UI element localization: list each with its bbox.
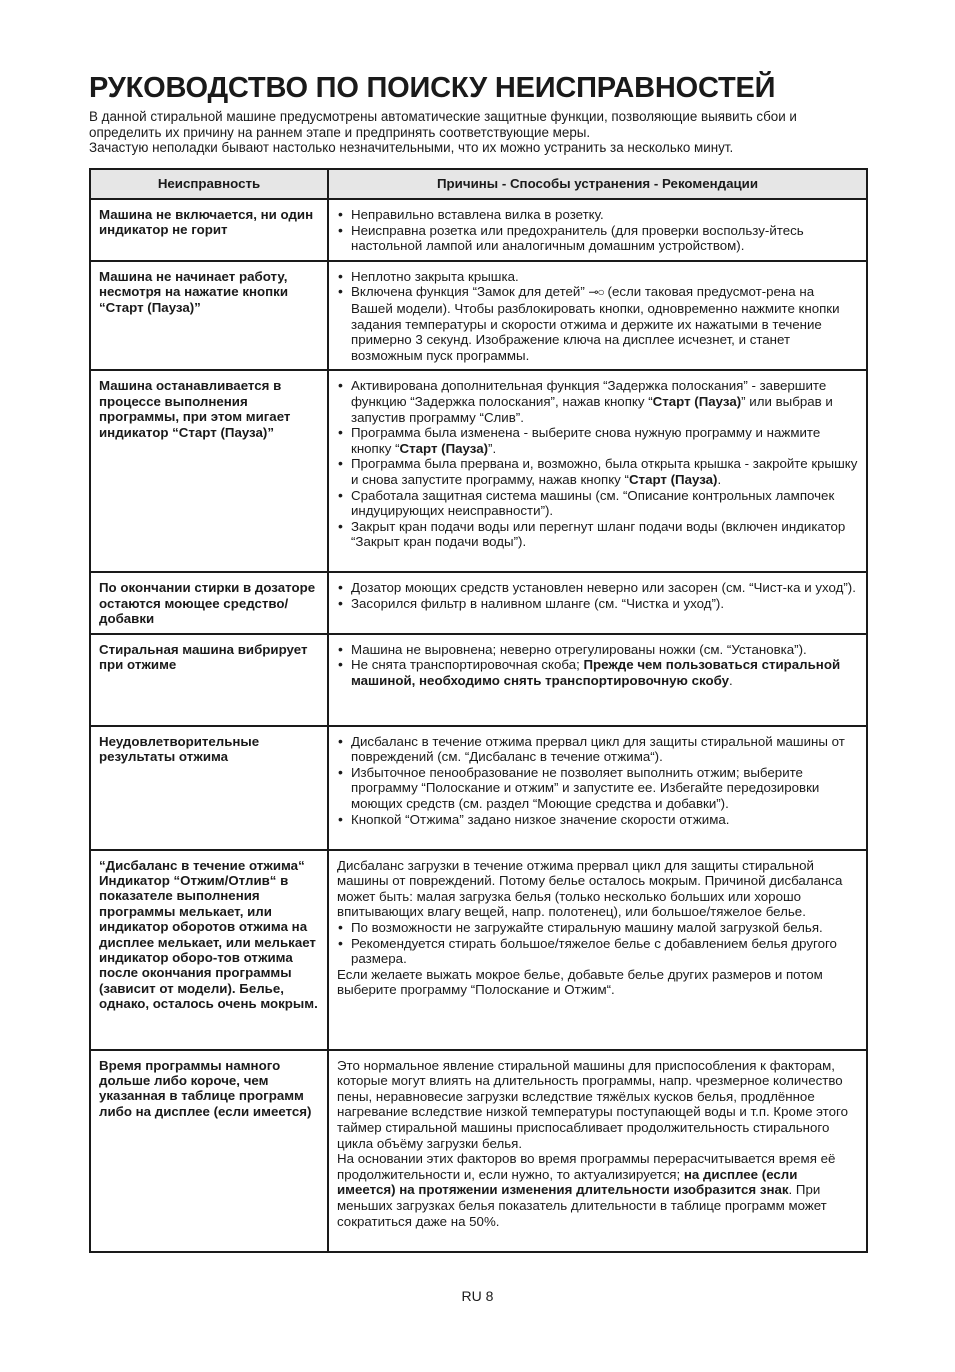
list-item-text: ”.	[488, 440, 497, 456]
cause-text: . При меньших загрузках белья показатель длительности в таблице программ может сократиться даже на 50%.	[337, 1182, 827, 1229]
list-item-text: .	[717, 471, 722, 487]
fault-cell: По окончании стирки в дозаторе остаются моющее средство/ добавки	[90, 572, 328, 633]
troubleshooting-table	[89, 168, 868, 1253]
start-pause-label: Старт (Пауза)	[652, 393, 742, 409]
warning-text: Прежде чем пользоваться стиральной машиной, необходимо снять транспортировочную скобу	[351, 657, 841, 688]
list-item: • Дисбаланс в течение отжима прервал цикл для защиты стиральной машины от повреждений (см. “Дисбаланс в течение отжима“).	[337, 734, 858, 765]
cause-cell	[328, 726, 867, 850]
list-item-text: .	[729, 672, 733, 688]
cause-cell	[328, 572, 867, 633]
list-item-text: Активирована дополнительная функция “Задержка полоскания” - завершите функцию “Задержка полоскания”, нажав кнопку “	[351, 378, 827, 409]
cause-cell	[328, 370, 867, 572]
table-row	[90, 634, 867, 726]
list-item-text: Включена функция “Замок для детей”	[351, 284, 585, 300]
list-item: • Закрыт кран подачи воды или перегнут шланг подачи воды (включен индикатор “Закрыт кран подачи воды”).	[337, 519, 858, 550]
table-row	[90, 261, 867, 371]
list-item: • Сработала защитная система машины (см. “Описание контрольных лампочек индуцирующих неисправности”).	[337, 488, 858, 519]
cause-paragraph	[337, 1151, 858, 1229]
start-pause-label: Старт (Пауза)	[628, 471, 718, 487]
cause-paragraph: Если желаете выжать мокрое белье, добавьте белье других размеров и потом выберите программу “Полоскание и Отжим“.	[337, 966, 823, 998]
cause-paragraph: Дисбаланс загрузки в течение отжима прервал цикл для защиты стиральной машины от повреждений. Потому белье осталось мокрым. Причиной дисбаланса может быть: малая загрузка белья (только несколько больших или хорошо впитывающих влагу вещей, напр. полотенец), или большое/тяжелое белье.	[337, 857, 843, 920]
list-item: • Засорился фильтр в наливном шланге (см. “Чистка и уход”).	[337, 596, 858, 612]
cause-cell	[328, 199, 867, 261]
table-header-row	[90, 169, 867, 199]
table-row	[90, 850, 867, 1050]
list-item-text: (если таковая предусмот-рена на Вашей модели). Чтобы разблокировать кнопки, одновременно нажмите кнопки задания температуры и скорости отжима и держите их нажатыми в течение примерно 3 секунд. Изображение ключа на дисплее исчезнет, и станет возможным пуск программы.	[351, 284, 840, 363]
fault-cell: Машина останавливается в процессе выполнения программы, при этом мигает индикатор “Старт (Пауза)”	[90, 370, 328, 572]
intro-paragraph-1: В данной стиральной машине предусмотрены автоматические защитные функции, позволяющие выявить сбои и определить их причину на раннем этапе и предпринять соответствующие меры.	[89, 109, 797, 140]
list-item: • Неплотно закрыта крышка.	[337, 269, 858, 285]
display-note: на дисплее (если имеется) на протяжении изменения длительности изобразится знак	[337, 1166, 798, 1198]
list-item: • Машина не выровнена; неверно отрегулированы ножки (см. “Установка”).	[337, 642, 858, 658]
list-item: • Неисправна розетка или предохранитель (для проверки воспользу-йтесь настольной лампой или аналогичным домашним устройством).	[337, 223, 858, 254]
fault-cell: “Дисбаланс в течение отжима“ Индикатор “Отжим/Отлив“ в показателе выполнения программы мелькает, или индикатор оборотов отжима на дисплее мелькает, или мелькает индикатор оборо-тов отжима после окончания программы (зависит от модели). Белье, однако, осталось очень мокрым.	[90, 850, 328, 1050]
page-number: RU 8	[461, 1288, 494, 1304]
fault-cell: Машина не включается, ни один индикатор не горит	[90, 199, 328, 261]
list-item	[337, 456, 858, 487]
header-fault: Неисправность	[90, 169, 328, 199]
list-item-text: Не снята транспортировочная скоба;	[351, 657, 584, 673]
list-item: • Избыточное пенообразование не позволяет выполнить отжим; выберите программу “Полоскание и отжим” и запустите ее. Избегайте передозировки моющих средств (см. раздел “Моющие средства и добавки”).	[337, 765, 858, 812]
list-item	[337, 378, 858, 425]
list-item: • Неправильно вставлена вилка в розетку.	[337, 207, 858, 223]
list-item-text: Программа была прервана и, возможно, была открыта крышка - закройте крышку и снова запустите программу, нажав кнопку “	[351, 456, 858, 487]
cause-text: На основании этих факторов во время программы перерасчитывается время её продолжительности и, если нужно, то актуализируется;	[337, 1151, 836, 1182]
intro-paragraph-2: Зачастую неполадки бывают настолько незначительными, что их можно устранить за несколько минут.	[89, 140, 734, 155]
list-item	[337, 657, 858, 688]
table-row	[90, 726, 867, 850]
list-item-text: Программа была изменена - выберите снова нужную программу и нажмите кнопку “	[351, 425, 821, 456]
cause-cell	[328, 634, 867, 726]
page-title: РУКОВОДСТВО ПО ПОИСКУ НЕИСПРАВНОСТЕЙ	[89, 72, 776, 104]
header-causes: Причины - Способы устранения - Рекомендации	[328, 169, 867, 199]
list-item	[337, 425, 858, 456]
key-icon: ⊸○	[588, 285, 604, 300]
intro-text	[89, 109, 869, 156]
cause-cell	[328, 261, 867, 371]
list-item: • Дозатор моющих средств установлен неверно или засорен (см. “Чист-ка и уход”).	[337, 580, 858, 596]
table-row	[90, 199, 867, 261]
table-row	[90, 1050, 867, 1252]
fault-cell: Стиральная машина вибрирует при отжиме	[90, 634, 328, 726]
cause-paragraph: Это нормальное явление стиральной машины для приспособления к факторам, которые могут влиять на длительность программы, напр. чрезмерное количество пены, неравновесие загрузки вследствие тяжёлых кусков белья, продлённое нагревание вследствие низкой температуры поступающей воды и т.п. Кроме этого таймер стиральной машины приспосабливает продолжительность стирального цикла объёму загрузки белья.	[337, 1057, 848, 1151]
fault-cell: Машина не начинает работу, несмотря на нажатие кнопки “Старт (Пауза)”	[90, 261, 328, 371]
cause-cell	[328, 1050, 867, 1252]
table-row	[90, 572, 867, 633]
cause-cell	[328, 850, 867, 1050]
list-item: • По возможности не загружайте стиральную машину малой загрузкой белья.	[337, 920, 858, 936]
start-pause-label: Старт (Пауза)	[399, 440, 489, 456]
fault-cell: Время программы намного дольше либо короче, чем указанная в таблице программ либо на дисплее (если имеется)	[90, 1050, 328, 1252]
list-item: • Кнопкой “Отжима” задано низкое значение скорости отжима.	[337, 812, 858, 828]
table-row	[90, 370, 867, 572]
list-item	[337, 284, 858, 363]
fault-cell: Неудовлетворительные результаты отжима	[90, 726, 328, 850]
list-item: • Рекомендуется стирать большое/тяжелое белье с добавлением белья другого размера.	[337, 936, 858, 967]
list-item-text: ” или выбрав и запустив программу “Слив”.	[351, 393, 833, 425]
